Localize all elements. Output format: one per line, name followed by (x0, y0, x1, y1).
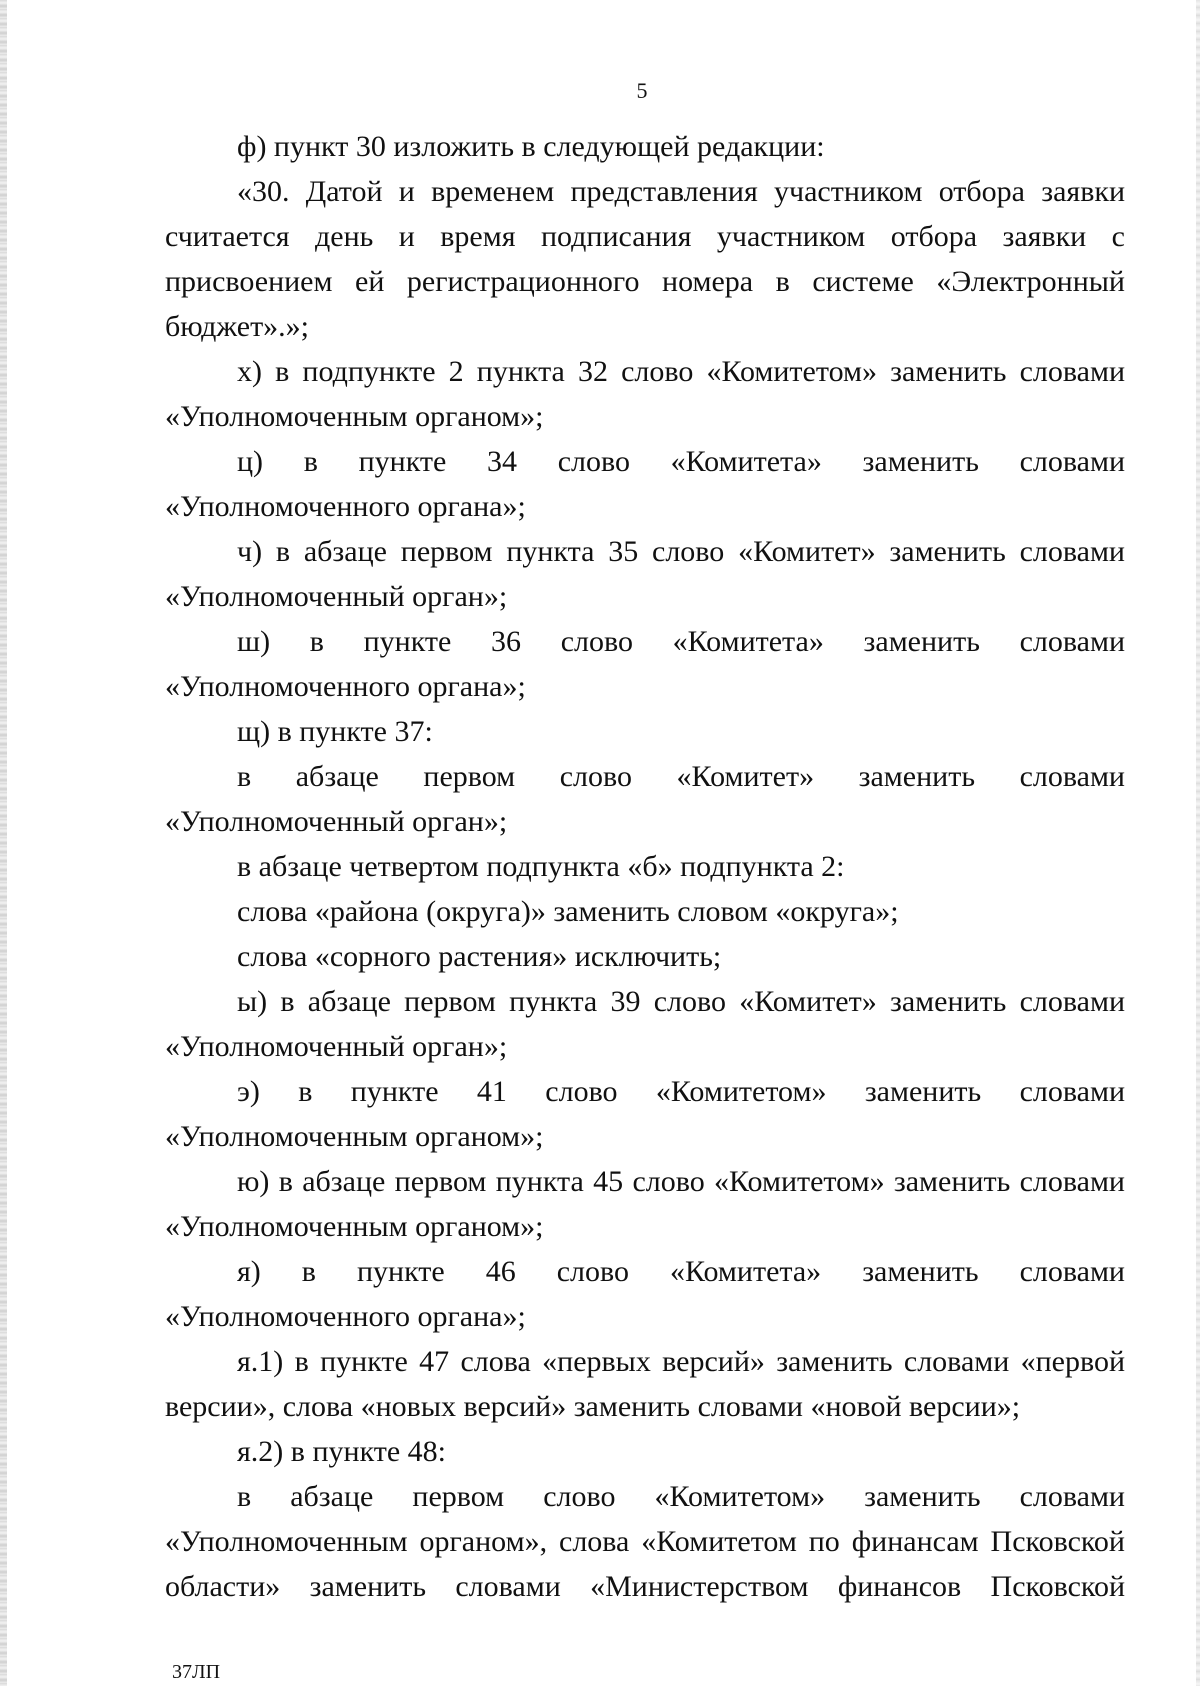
document-body (165, 124, 1125, 1609)
paragraph-ya-1: я.1) в пункте 47 слова «первых версий» заменить словами «первой версии», слова «новых версий» заменить словами «новой версии»; (165, 1345, 1125, 1423)
paragraph-ts: ц) в пункте 34 слово «Комитета» заменить словами «Уполномоченного органа»; (165, 445, 1125, 523)
paragraph-kh: х) в подпункте 2 пункта 32 слово «Комитетом» заменить словами «Уполномоченным органом»; (165, 355, 1125, 433)
paragraph-ya: я) в пункте 46 слово «Комитета» заменить словами «Уполномоченного органа»; (165, 1255, 1125, 1333)
document-code: 37ЛП (172, 1661, 221, 1683)
paragraph-shch: щ) в пункте 37: (237, 715, 433, 748)
paragraph-shch-2: в абзаце четвертом подпункта «б» подпункта 2: (237, 850, 845, 883)
paragraph-y: ы) в абзаце первом пункта 39 слово «Комитет» заменить словами «Уполномоченный орган»; (165, 985, 1125, 1063)
scan-right-edge (1196, 0, 1200, 1686)
paragraph-shch-4: слова «сорного растения» исключить; (237, 940, 722, 973)
paragraph-ch: ч) в абзаце первом пункта 35 слово «Комитет» заменить словами «Уполномоченный орган»; (165, 535, 1125, 613)
paragraph-ya-2-1: в абзаце первом слово «Комитетом» заменить словами «Уполномоченным органом», слова «Комитетом по финансам Псковской области» заменить словами «Министерством финансов Псковской (165, 1480, 1125, 1603)
paragraph-f: ф) пункт 30 изложить в следующей редакции: (237, 130, 825, 163)
page-number: 5 (636, 78, 648, 103)
scan-left-edge (0, 0, 7, 1686)
paragraph-e: э) в пункте 41 слово «Комитетом» заменить словами «Уполномоченным органом»; (165, 1075, 1125, 1153)
paragraph-30-quote: «30. Датой и временем представления участником отбора заявки считается день и время подписания участником отбора заявки с присвоением ей регистрационного номера в системе «Электронный бюджет».»; (165, 175, 1125, 343)
paragraph-yu: ю) в абзаце первом пункта 45 слово «Комитетом» заменить словами «Уполномоченным органом»; (165, 1165, 1125, 1243)
paragraph-sh: ш) в пункте 36 слово «Комитета» заменить словами «Уполномоченного органа»; (165, 625, 1125, 703)
paragraph-ya-2: я.2) в пункте 48: (237, 1435, 447, 1468)
paragraph-shch-1: в абзаце первом слово «Комитет» заменить словами «Уполномоченный орган»; (165, 760, 1125, 838)
paragraph-shch-3: слова «района (округа)» заменить словом «округа»; (237, 895, 899, 928)
